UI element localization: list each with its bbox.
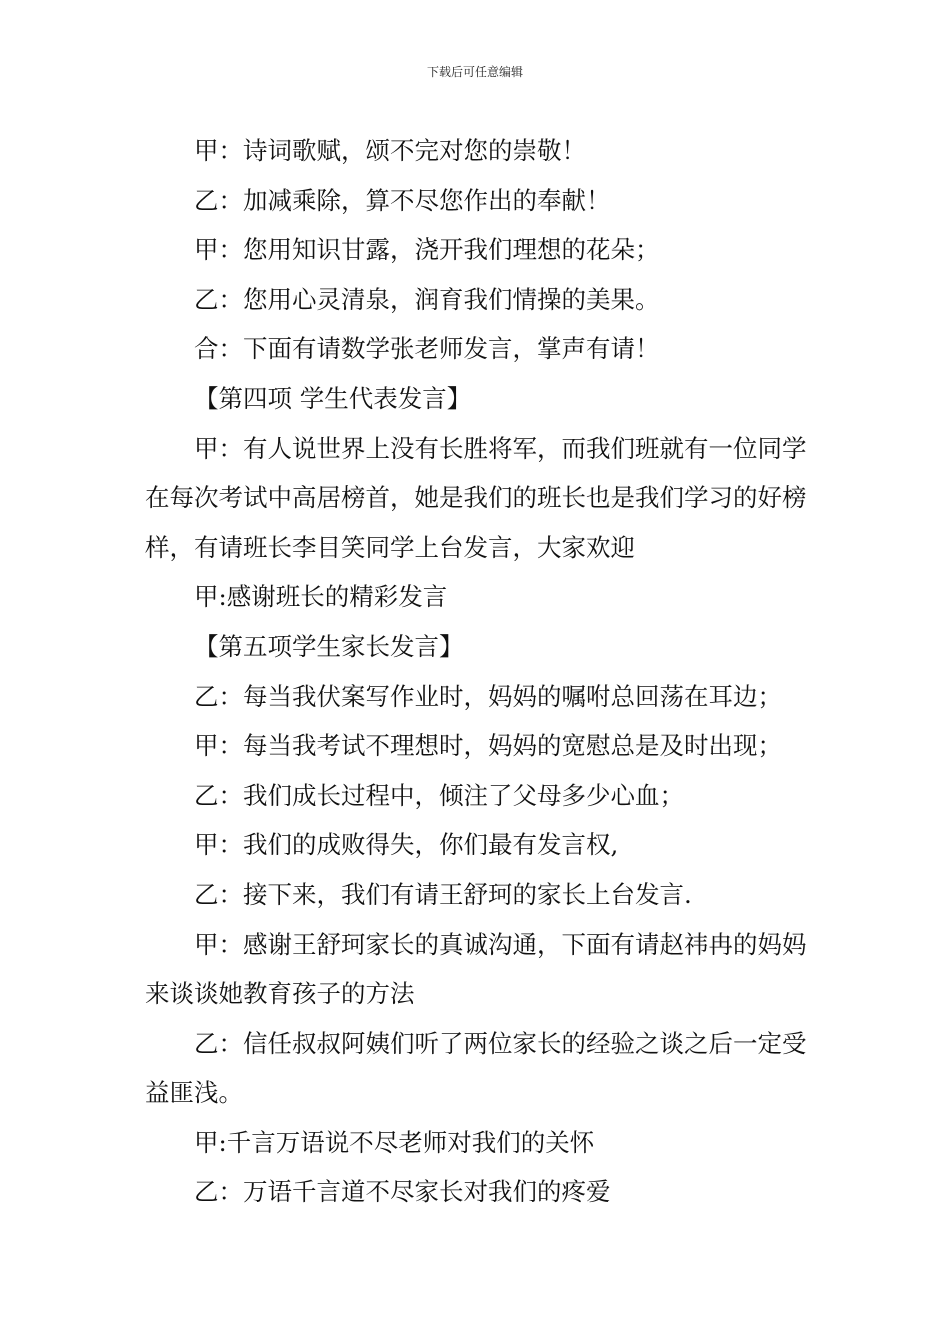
section-heading: 【第四项 学生代表发言】 [194, 383, 472, 413]
paragraph: 甲：每当我考试不理想时，妈妈的宽慰总是及时出现； [194, 731, 782, 761]
paragraph: 乙：接下来，我们有请王舒珂的家长上台发言. [194, 879, 692, 909]
paragraph: 甲：您用知识甘露，浇开我们理想的花朵； [194, 235, 660, 265]
paragraph: 乙：我们成长过程中，倾注了父母多少心血； [194, 780, 684, 810]
paragraph: 乙：加减乘除，算不尽您作出的奉献！ [194, 185, 611, 215]
paragraph: 甲：诗词歌赋，颂不完对您的崇敬！ [194, 136, 586, 165]
paragraph: 甲:千言万语说不尽老师对我们的关怀 [194, 1127, 595, 1157]
paragraph: 甲：感谢王舒珂家长的真诚沟通，下面有请赵祎冉的妈妈来谈谈她教育孩子的方法 [145, 929, 807, 1009]
paragraph: 甲:感谢班长的精彩发言 [194, 582, 448, 612]
paragraph: 乙：万语千言道不尽家长对我们的疼爱 [194, 1177, 611, 1207]
paragraph: 甲：我们的成败得失，你们最有发言权, [194, 830, 619, 860]
paragraph: 乙：每当我伏案写作业时，妈妈的嘱咐总回荡在耳边； [194, 681, 782, 711]
paragraph: 甲：有人说世界上没有长胜将军，而我们班就有一位同学在每次考试中高居榜首，她是我们的班长也是我们学习的好榜样，有请班长李目笑同学上台发言，大家欢迎 [145, 433, 807, 562]
paragraph: 乙：信任叔叔阿姨们听了两位家长的经验之谈之后一定受益匪浅。 [145, 1028, 807, 1108]
section-heading: 【第五项学生家长发言】 [194, 631, 464, 661]
paragraph: 乙：您用心灵清泉，润育我们情操的美果。 [194, 284, 660, 314]
page-header: 下载后可任意编辑 [426, 65, 523, 79]
document-body [145, 126, 809, 1217]
paragraph: 合：下面有请数学张老师发言，掌声有请！ [194, 334, 660, 364]
